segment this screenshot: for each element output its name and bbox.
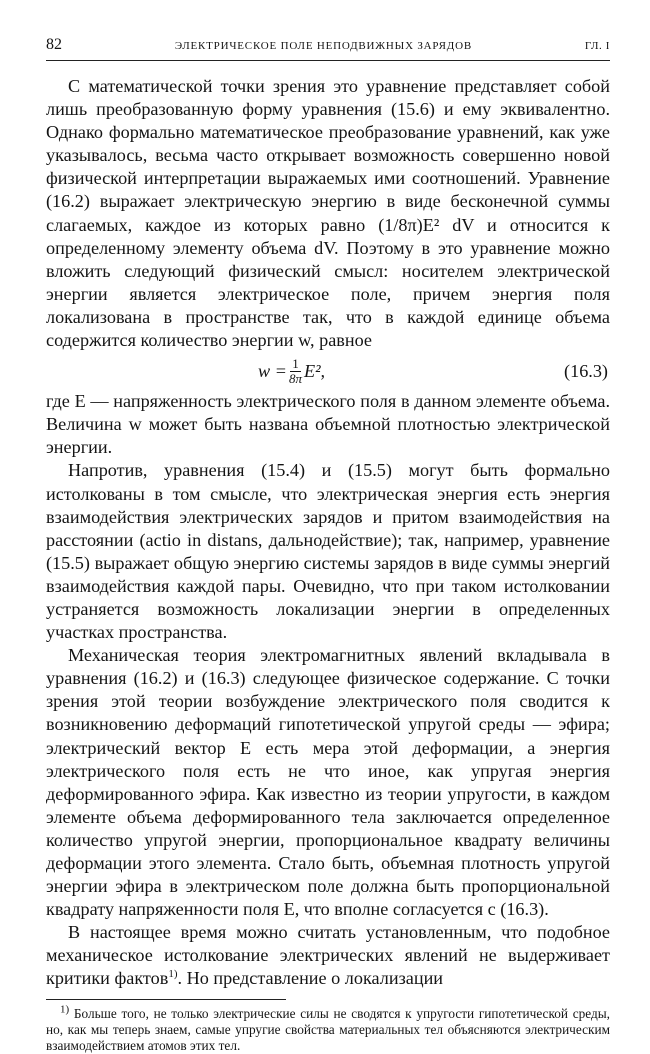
fraction-numerator: 1 xyxy=(292,355,299,371)
page-header xyxy=(46,36,610,56)
chapter-label: ГЛ. I xyxy=(584,40,610,52)
footnote xyxy=(46,1003,611,1054)
page-number: 82 xyxy=(46,36,62,53)
main-text xyxy=(46,75,610,991)
header-rule xyxy=(46,60,610,61)
footnote-mark: 1) xyxy=(60,1003,70,1016)
paragraph-3: Механическая теория электромагнитных явлений вкладывала в уравнения (16.2) и (16.3) следующее физическое содержание. С точки зрения этой теории возбуждение электрического поля сводится к возникновению деформаций гипотетической упругой среды — эфира; электрический вектор E есть мера этой деформации, а энергия электрического поля есть не что иное, как упругая энергия деформированного эфира. Как известно из теории упругости, в каждом элементе объема деформированного тела заключается определенное количество упругой энергии, пропорциональное квадрату величины деформации этого элемента. Стало быть, объемная плотность упругой энергии эфира в электрическом поле должна быть пропорциональной квадрату напряженности поля E, что вполне согласуется с (16.3). xyxy=(46,645,610,920)
equation-rhs: E², xyxy=(303,360,326,381)
equation-expression xyxy=(258,357,325,386)
equation-lhs: w = xyxy=(258,360,287,381)
equation-number: (16.3) xyxy=(564,360,608,381)
paragraph-2: Напротив, уравнения (15.4) и (15.5) могут быть формально истолкованы в том смысле, что электрическая энергия есть энергия взаимодействия электрических зарядов и притом взаимодействия на расстоянии (actio in distans, дальнодействие); так, например, уравнение (15.5) выражает общую энергию системы зарядов в виде суммы энергий взаимодействия каждой пары. Очевидно, что при таком истолковании устраняется возможность локализации энергии в определенных участках пространства. xyxy=(46,460,610,643)
equation-fraction xyxy=(289,357,302,386)
paragraph-1: С математической точки зрения это уравнение представляет собой лишь преобразованную форму уравнения (15.6) и ему эквивалентно. Однако формально математическое преобразование уравнений, как уже указывалось, весьма часто открывает возможность совершенно новой физической интерпретации выражаемых ими соотношений. Уравнение (16.2) выражает электрическую энергию в виде бесконечной суммы слагаемых, каждое из которых равно (1/8π)E² dV и относится к определенному элементу объема dV. Поэтому в это уравнение можно вложить следующий физический смысл: носителем электрической энергии является электрическое поле, причем энергия поля локализована в пространстве так, что в каждой единице объема содержится количество энергии w, равное xyxy=(46,76,610,351)
paragraph-1-continued: где E — напряженность электрического поля в данном элементе объема. Величина w может быть названа объемной плотностью электрической энергии. xyxy=(46,391,610,458)
running-title: ЭЛЕКТРИЧЕСКОЕ ПОЛЕ НЕПОДВИЖНЫХ ЗАРЯДОВ xyxy=(174,40,472,52)
footnote-reference[interactable]: 1) xyxy=(168,968,178,981)
equation-16-3 xyxy=(46,352,610,390)
fraction-denominator: 8π xyxy=(288,370,302,386)
footnote-rule xyxy=(46,999,286,1000)
paragraph-4-text: В настоящее время можно считать установленным, что подобное механическое истолкование электрических явлений не выдерживает критики фактов xyxy=(46,922,610,989)
paragraph-4 xyxy=(46,921,610,990)
footnote-text: Больше того, не только электрические силы не сводятся к упругости гипотетической среды, но, как мы теперь знаем, самые упругие свойства материальных тел объясняются электрическим взаимодействием атомов этих тел. xyxy=(46,1005,611,1053)
paragraph-4-tail: . Но представление о локализации xyxy=(177,968,444,989)
book-page xyxy=(46,36,610,1054)
